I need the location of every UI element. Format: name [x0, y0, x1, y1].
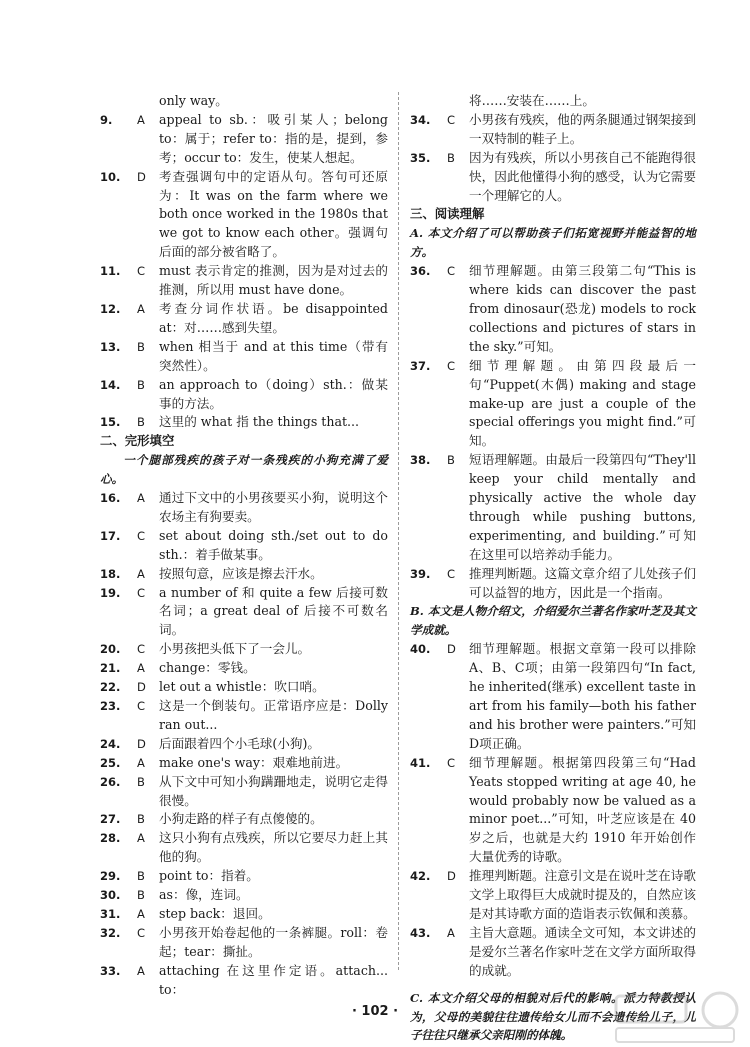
explanation-text: 从下文中可知小狗蹒跚地走，说明它走得很慢。: [159, 773, 388, 808]
answer-item: [100, 754, 388, 773]
explanation-text: 细节理解题。由第三段第二句“This is where kids can discover the past from dinosaur(恐龙) models to rock collections and pictures of stars in the sky.”可知。: [469, 263, 696, 354]
answer-letter: B: [137, 377, 145, 392]
explanation-text: when 相当于 and at this time（带有突然性）。: [159, 338, 388, 373]
answer-letter: C: [137, 528, 146, 543]
right-column: [410, 92, 696, 1045]
explanation-text: 考查分词作状语。be disappointed at：对……感到失望。: [159, 300, 388, 335]
answer-item: [100, 867, 388, 886]
answer-letter: A: [137, 566, 145, 581]
answer-letter: B: [137, 415, 145, 430]
question-number: 29.: [100, 869, 121, 884]
answer-item: [410, 111, 696, 149]
explanation-text: 推理判断题。这篇文章介绍了儿处孩子们可以益智的地方，因此是一个指南。: [469, 565, 696, 600]
answer-item: [100, 300, 388, 338]
answer-letter: C: [137, 585, 146, 600]
question-number: 13.: [100, 339, 121, 354]
answer-item: [100, 697, 388, 735]
answer-letter: C: [447, 358, 456, 373]
explanation-text: 短语理解题。由最后一段第四句“They'll keep your child mentally and physically active the whole day through while pushing buttons, experimenting, and building.”可知在这里可以培养动手能力。: [469, 452, 696, 562]
answer-item: [100, 962, 388, 1000]
column-divider: [398, 92, 399, 970]
explanation-text: 后面跟着四个小毛球(小狗)。: [159, 735, 320, 751]
question-number: 36.: [410, 264, 431, 279]
answer-item: [100, 376, 388, 414]
answer-item: [100, 413, 388, 432]
question-number: 40.: [410, 642, 431, 657]
answer-letter: C: [137, 925, 146, 940]
explanation-text: appeal to sb.：吸引某人；belong to：属于；refer to：指的是，提到，参考；occur to：发生，使某人想起。: [159, 111, 388, 165]
answer-letter: A: [137, 831, 145, 846]
answer-letter: C: [447, 755, 456, 770]
answer-letter: A: [137, 906, 145, 921]
continued-text: only way。: [159, 93, 228, 108]
answer-letter: C: [447, 264, 456, 279]
answer-item: [100, 111, 388, 168]
watermark-logo: [610, 988, 740, 1046]
explanation-text: 细节理解题。根据第四段第三句“Had Yeats stopped writing at age 40, he would probably now be valued as a minor poet...”可知，叶芝应该是在 40 岁之后，也就是大约 1910 年开始创作大量优秀的诗歌。: [469, 754, 696, 865]
question-number: 23.: [100, 699, 121, 713]
answer-item: [100, 905, 388, 924]
explanation-text: 这只小狗有点残疾，所以它要尽力赶上其他的狗。: [159, 830, 388, 865]
explanation-text: 因为有残疾，所以小男孩自己不能跑得很快，因此他懂得小狗的感受，认为它需要一个理解它的人。: [469, 149, 696, 203]
question-number: 35.: [410, 150, 431, 165]
answer-letter: B: [137, 812, 145, 827]
answer-letter: A: [137, 112, 145, 127]
answer-item: [100, 659, 388, 678]
answer-list: [100, 111, 388, 432]
question-number: 27.: [100, 812, 121, 827]
question-number: 31.: [100, 906, 121, 921]
passage-intro-b: B. 本文是人物介绍文，介绍爱尔兰著名作家叶芝及其文学成就。: [410, 604, 696, 638]
answer-item: [100, 735, 388, 754]
question-number: 17.: [100, 528, 121, 543]
answer-item: [100, 640, 388, 659]
answer-item: [100, 168, 388, 263]
question-number: 20.: [100, 642, 121, 657]
answer-letter: A: [137, 755, 145, 770]
answer-letter: B: [137, 888, 145, 903]
explanation-text: 小男孩有残疾，他的两条腿通过钢架接到一双特制的鞋子上。: [469, 111, 696, 146]
answer-item: [410, 357, 696, 452]
answer-item: [410, 262, 696, 357]
explanation-text: 小男孩开始卷起他的一条裤腿。roll：卷起；tear：撕扯。: [159, 924, 388, 959]
explanation-text: 按照句意，应该是擦去汗水。: [159, 565, 323, 581]
answer-letter: A: [137, 661, 145, 676]
answer-list: [410, 111, 696, 206]
passage-intro-c: C. 本文介绍父母的相貌对后代的影响。派力特教授认为，父母的美貌往往遗传给女儿而不会遗传给儿子，儿子往往只继承父亲阳刚的体魄。: [410, 990, 696, 1043]
explanation-text: 细节理解题。由第四段最后一句“Puppet(木偶) making and stage make-up are just a couple of the special offerings you might find.”可知。: [469, 357, 696, 449]
question-number: 22.: [100, 680, 121, 695]
answer-item: [410, 565, 696, 603]
answer-item: [100, 773, 388, 811]
explanation-text: a number of 和 quite a few 后接可数名词；a great deal of 后接不可数名词。: [159, 584, 388, 638]
answer-item: [100, 924, 388, 962]
answer-item: [100, 584, 388, 641]
question-number: 26.: [100, 774, 121, 789]
explanation-text: 这是一个倒装句。正常语序应是：Dolly ran out...: [159, 698, 388, 732]
explanation-text: set about doing sth./set out to do sth.：着手做某事。: [159, 527, 388, 562]
question-number: 39.: [410, 566, 431, 581]
explanation-text: 小男孩把头低下了一会儿。: [159, 641, 311, 657]
answer-item: [100, 565, 388, 584]
question-number: 9.: [100, 112, 113, 127]
answer-item: [100, 810, 388, 829]
answer-letter: B: [137, 869, 145, 884]
answer-letter: D: [137, 736, 146, 751]
answer-letter: D: [137, 680, 146, 695]
answer-letter: C: [447, 566, 456, 581]
passage-intro-a: A. 本文介绍了可以帮助孩子们拓宽视野并能益智的地方。: [410, 226, 696, 260]
continued-text: 将……安装在……上。: [469, 93, 595, 108]
explanation-text: 这里的 what 指 the things that...: [159, 414, 360, 430]
answer-letter: B: [447, 150, 455, 165]
answer-letter: D: [447, 642, 456, 657]
explanation-text: must 表示肯定的推测，因为是对过去的推测，所以用 must have done。: [159, 263, 388, 298]
answer-item: [100, 489, 388, 527]
question-number: 21.: [100, 661, 121, 676]
explanation-text: 考查强调句中的定语从句。答句可还原为：It was on the farm where we both once worked in the 1980s that we got to know each other。强调句后面的部分被省略了。: [159, 168, 388, 260]
answer-letter: C: [447, 112, 456, 127]
question-number: 28.: [100, 831, 121, 846]
question-number: 34.: [410, 112, 431, 127]
question-number: 19.: [100, 585, 121, 600]
question-number: 12.: [100, 301, 121, 316]
question-number: 30.: [100, 888, 121, 903]
question-number: 18.: [100, 566, 121, 581]
answer-list: [410, 640, 696, 980]
question-number: 33.: [100, 963, 121, 978]
answer-item: [410, 924, 696, 981]
answer-letter: A: [137, 301, 145, 316]
explanation-text: 主旨大意题。通读全文可知，本文讲述的是爱尔兰著名作家叶芝在文学方面所取得的成就。: [469, 924, 696, 978]
question-number: 41.: [410, 755, 431, 770]
explanation-text: an approach to（doing）sth.：做某事的方法。: [159, 376, 388, 411]
question-number: 25.: [100, 755, 121, 770]
answer-letter: B: [447, 453, 455, 468]
question-number: 10.: [100, 169, 121, 184]
explanation-text: let out a whistle：吹口哨。: [159, 679, 325, 695]
explanation-text: make one's way：艰难地前进。: [159, 754, 349, 770]
answer-letter: A: [447, 925, 455, 940]
question-number: 16.: [100, 491, 121, 506]
answer-item: [100, 262, 388, 300]
answer-letter: C: [137, 264, 146, 279]
explanation-text: 通过下文中的小男孩要买小狗，说明这个农场主有狗要卖。: [159, 490, 388, 524]
section-heading-cloze: 二、完形填空: [100, 433, 175, 449]
question-number: 32.: [100, 925, 121, 940]
answer-letter: D: [137, 169, 146, 184]
explanation-text: 细节理解题。根据文章第一段可以排除A、B、C项；由第一段第四句“In fact, he inherited(继承) excellent taste in art from his family—both his father and his brother were painters.”可知D项正确。: [469, 641, 696, 751]
section-heading-reading: 三、阅读理解: [410, 206, 485, 222]
question-number: 14.: [100, 377, 121, 392]
answer-list: [100, 489, 388, 999]
answer-item: [100, 527, 388, 565]
answer-item: [410, 754, 696, 867]
answer-item: [410, 149, 696, 206]
answer-item: [410, 640, 696, 753]
explanation-text: 推理判断题。注意引文是在说叶芝在诗歌文学上取得巨大成就时提及的，自然应该是对其诗歌方面的造诣表示钦佩和羡慕。: [469, 868, 696, 921]
question-number: 38.: [410, 453, 431, 468]
answer-item: [100, 338, 388, 376]
answer-item: [100, 678, 388, 697]
answer-item: [410, 867, 696, 924]
answer-letter: C: [137, 699, 146, 713]
explanation-text: change：零钱。: [159, 660, 256, 676]
explanation-text: point to：指着。: [159, 868, 259, 884]
answer-letter: B: [137, 774, 145, 789]
question-number: 15.: [100, 415, 121, 430]
answer-letter: C: [137, 642, 146, 657]
question-number: 43.: [410, 925, 431, 940]
passage-intro: 一个腿部残疾的孩子对一条残疾的小狗充满了爱心。: [100, 453, 388, 487]
answer-letter: B: [137, 339, 145, 354]
answer-item: [100, 829, 388, 867]
explanation-text: step back：退回。: [159, 905, 271, 921]
question-number: 11.: [100, 264, 121, 279]
answer-letter: A: [137, 491, 145, 506]
question-number: 37.: [410, 358, 431, 373]
question-number: 24.: [100, 736, 121, 751]
page-number: · 102 ·: [351, 1004, 399, 1019]
question-number: 42.: [410, 869, 431, 884]
answer-item: [410, 451, 696, 564]
answer-letter: A: [137, 963, 145, 978]
explanation-text: attaching 在这里作定语。attach... to：: [159, 962, 388, 997]
left-column: [100, 92, 388, 1000]
answer-letter: D: [447, 869, 456, 884]
answer-item: [100, 886, 388, 905]
explanation-text: 小狗走路的样子有点傻傻的。: [159, 811, 323, 827]
answer-list: [410, 262, 696, 602]
explanation-text: as：像，连词。: [159, 887, 249, 903]
